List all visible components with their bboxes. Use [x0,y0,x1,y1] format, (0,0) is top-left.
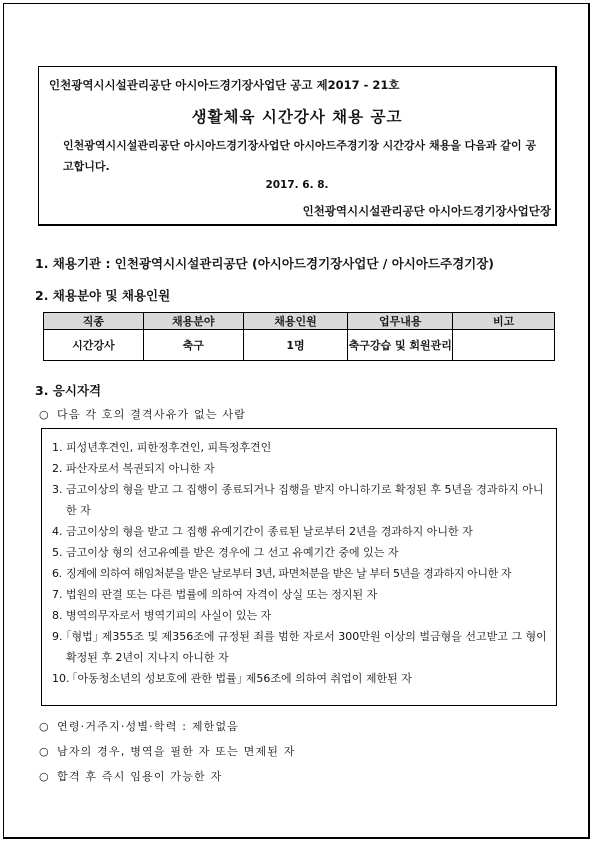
table-cell-duties: 축구강습 및 회원관리 [348,330,453,361]
table-header-cell: 채용분야 [143,313,243,330]
qualification-note [39,743,296,759]
list-item [52,563,552,584]
notice-title: 생활체육 시간강사 채용 공고 [191,108,403,126]
list-item [52,458,552,479]
list-item-text: 징계에 의하여 해임처분을 받은 날로부터 3년, 파면처분을 받은 날 부터 5년을 경과하지 아니한 자 [66,567,512,580]
table-cell-remarks [453,330,555,361]
notice-number: 인천광역시시설관리공단 아시아드경기장사업단 공고 제2017 - 21호 [49,78,400,92]
table-header-cell: 업무내용 [348,313,453,330]
circle-bullet-icon: ○ [39,745,49,758]
list-item-text: 파산자로서 복권되지 아니한 자 [66,462,215,475]
notice-issuer: 인천광역시시설관리공단 아시아드경기장사업단장 [302,204,551,218]
list-item-text: 법원의 판결 또는 다른 법률에 의하여 자격이 상실 또는 정지된 자 [66,588,378,601]
qualification-note-text: 남자의 경우, 병역을 필한 자 또는 면제된 자 [57,745,296,758]
list-item-number: 9. [52,630,63,643]
list-item [52,479,552,521]
list-item-number: 6. [52,567,62,580]
notice-body: 인천광역시시설관리공단 아시아드경기장사업단 아시아드주경기장 시간강사 채용을 다음과 같이 공고합니다. [63,139,537,173]
disqualification-box [41,428,557,706]
list-item [52,668,552,689]
section-hiring-field: 2. 채용분야 및 채용인원 [35,288,171,303]
qualification-intro [39,406,246,422]
circle-bullet-icon: ○ [39,408,49,421]
table-cell-field: 축구 [143,330,243,361]
list-item [52,542,552,563]
qualification-note-text: 연령·거주지·성별·학력 : 제한없음 [57,720,240,733]
list-item [52,584,552,605]
list-item-number: 4. [52,525,63,538]
table-header-cell: 채용인원 [243,313,348,330]
list-item-text: 피성년후견인, 피한정후견인, 피특정후견인 [66,441,272,454]
notice-box [38,66,557,226]
disqualification-list [52,437,552,689]
list-item-number: 2. [52,462,63,475]
list-item-number: 3. [52,483,63,496]
table-header-row [44,313,555,330]
list-item-text: 금고이상의 형을 받고 그 집행 유예기간이 종료된 날로부터 2년을 경과하지 아니한 자 [66,525,473,538]
list-item-number: 8. [52,609,63,622]
table-cell-job: 시간강사 [44,330,144,361]
list-item-text: ｢형법｣ 제355조 및 제356조에 규정된 죄를 범한 자로서 300만원 이상의 벌금형을 선고받고 그 형이 확정된 후 2년이 지나지 아니한 자 [66,630,547,664]
list-item [52,521,552,542]
list-item-text: 금고이상의 형을 받고 그 집행이 종료되거나 집행을 받지 아니하기로 확정된 후 5년을 경과하지 아니한 자 [66,483,544,517]
section-qualifications: 3. 응시자격 [35,383,102,398]
list-item-number: 7. [52,588,63,601]
notice-date: 2017. 6. 8. [265,179,329,191]
recruitment-table [43,312,555,361]
qualification-note [39,768,222,784]
list-item-number: 5. [52,546,63,559]
table-cell-count: 1명 [243,330,348,361]
list-item-text: 금고이상 형의 선고유예를 받은 경우에 그 선고 유예기간 중에 있는 자 [66,546,399,559]
table-header-cell: 비고 [453,313,555,330]
list-item-text: 병역의무자로서 병역기피의 사실이 있는 자 [66,609,272,622]
table-header-cell: 직종 [44,313,144,330]
table-row [44,330,555,361]
circle-bullet-icon: ○ [39,770,49,783]
list-item-text: ｢아동청소년의 성보호에 관한 법률｣ 제56조에 의하여 취업이 제한된 자 [72,672,412,685]
circle-bullet-icon: ○ [39,720,49,733]
section-hiring-agency: 1. 채용기관 : 인천광역시시설관리공단 (아시아드경기장사업단 / 아시아드주경기장) [35,256,495,271]
list-item [52,605,552,626]
list-item [52,626,552,668]
qualification-note [39,718,239,734]
qualification-intro-text: 다음 각 호의 결격사유가 없는 사람 [57,408,247,421]
list-item-number: 1. [52,441,63,454]
list-item [52,437,552,458]
list-item-number: 10. [52,672,70,685]
qualification-note-text: 합격 후 즉시 임용이 가능한 자 [57,770,223,783]
